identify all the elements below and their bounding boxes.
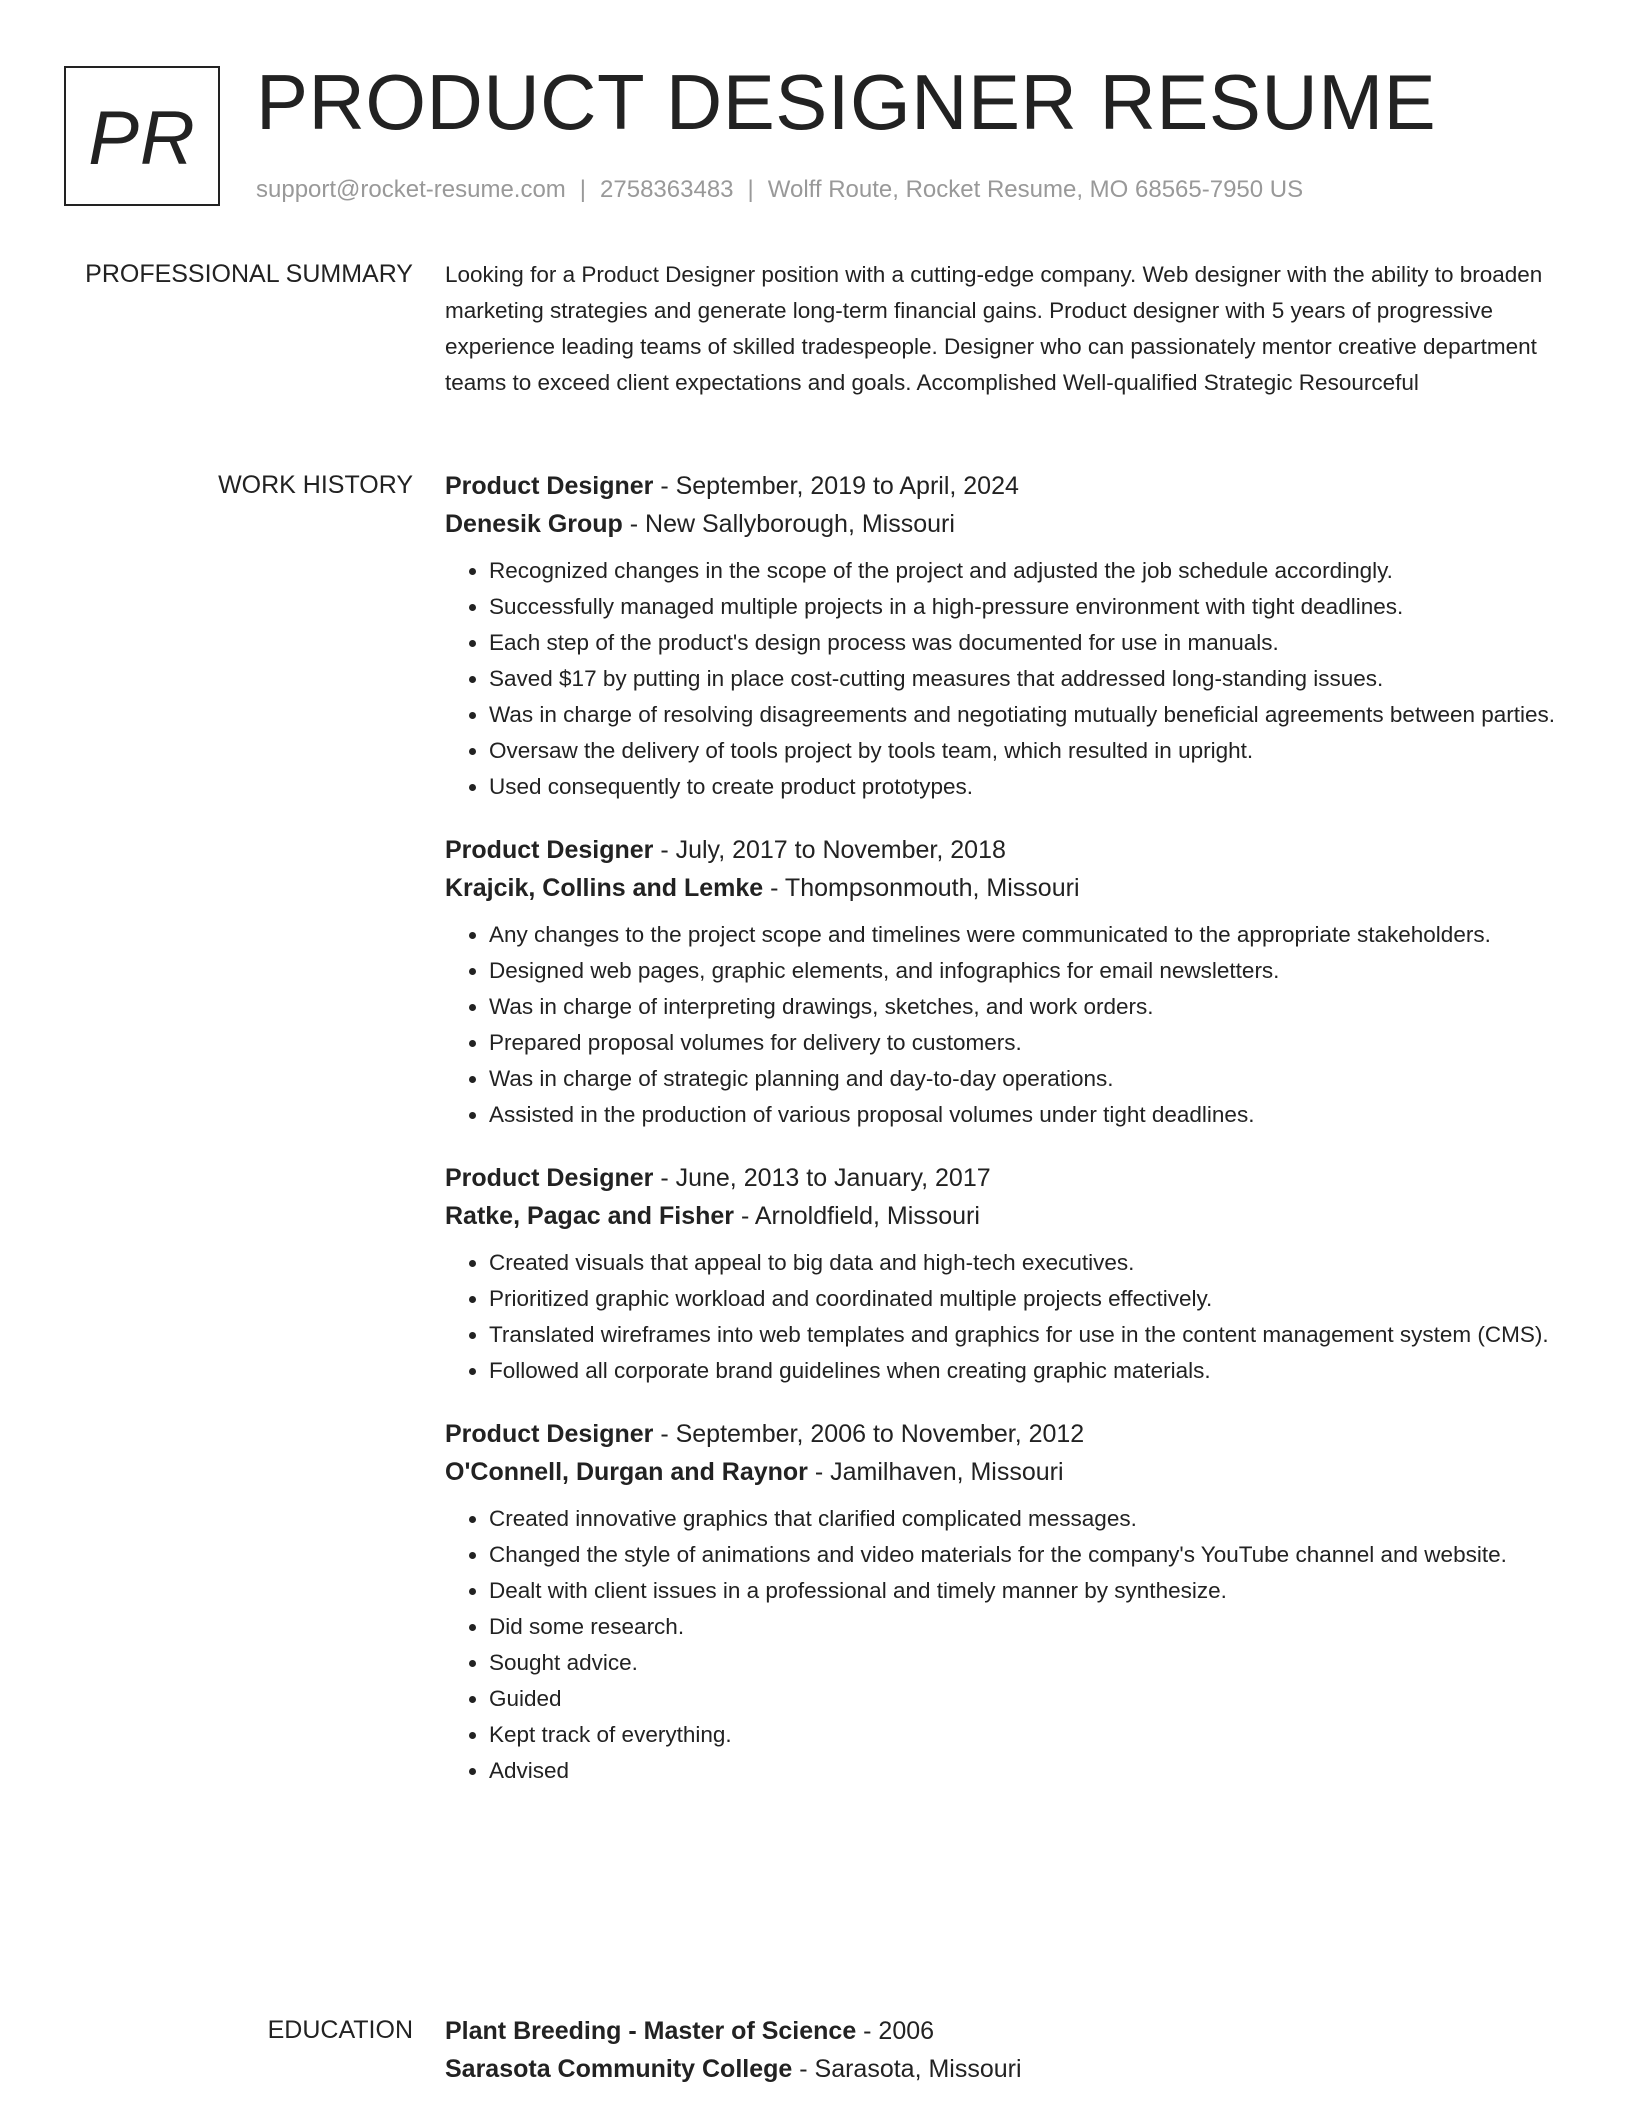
job-location: - Jamilhaven, Missouri — [807, 1458, 1064, 1486]
job-bullet: • Recognized changes in the scope of the project and adjusted the job schedule accordingly. — [489, 553, 1565, 589]
job-bullet: • Followed all corporate brand guidelines when creating graphic materials. — [489, 1353, 1565, 1389]
job-entry — [445, 467, 1565, 805]
education-body — [445, 2012, 1565, 2088]
job-bullet: • Oversaw the delivery of tools project by tools team, which resulted in upright. — [489, 733, 1565, 769]
job-title: Product Designer — [445, 1164, 654, 1192]
job-bullets — [445, 917, 1565, 1133]
job-title: Product Designer — [445, 1420, 654, 1448]
job-title-line — [445, 831, 1565, 869]
job-bullet: • Was in charge of strategic planning and day-to-day operations. — [489, 1061, 1565, 1097]
job-bullet: • Translated wireframes into web templates and graphics for use in the content management system (CMS). — [489, 1317, 1565, 1353]
job-bullets — [445, 1245, 1565, 1389]
job-title: Product Designer — [445, 472, 654, 500]
job-location: - Thompsonmouth, Missouri — [763, 874, 1080, 902]
job-bullet: • Assisted in the production of various proposal volumes under tight deadlines. — [489, 1097, 1565, 1133]
job-entry — [445, 1415, 1565, 1789]
education-location: - Sarasota, Missouri — [792, 2055, 1022, 2083]
section-label-summary: PROFESSIONAL SUMMARY — [85, 260, 413, 288]
job-entry — [445, 831, 1565, 1133]
job-bullet: • Was in charge of interpreting drawings, sketches, and work orders. — [489, 989, 1565, 1025]
job-bullet: • Saved $17 by putting in place cost-cutting measures that addressed long-standing issues. — [489, 661, 1565, 697]
job-company: Denesik Group — [445, 510, 623, 538]
job-bullet: • Advised — [489, 1753, 1565, 1789]
resume-title: PRODUCT DESIGNER RESUME — [256, 58, 1437, 146]
job-dates: - June, 2013 to January, 2017 — [653, 1164, 991, 1192]
job-company-line — [445, 1453, 1565, 1491]
job-company: O'Connell, Durgan and Raynor — [445, 1458, 808, 1486]
job-bullet: • Did some research. — [489, 1609, 1565, 1645]
work-history-body — [445, 467, 1565, 1815]
job-bullet: • Designed web pages, graphic elements, and infographics for email newsletters. — [489, 953, 1565, 989]
job-bullet: • Was in charge of resolving disagreements and negotiating mutually beneficial agreements between parties. — [489, 697, 1565, 733]
education-degree: Plant Breeding - Master of Science — [445, 2017, 857, 2045]
job-bullet: • Kept track of everything. — [489, 1717, 1565, 1753]
job-dates: - September, 2006 to November, 2012 — [653, 1420, 1085, 1448]
job-location: - New Sallyborough, Missouri — [622, 510, 955, 538]
summary-text: Looking for a Product Designer position with a cutting-edge company. Web designer with the ability to broaden marketing strategies and generate long-term financial gains. Product designer with 5 years of progressive experience leading teams of skilled tradespeople. Designer who can passionately mentor creative department teams to exceed client expectations and goals. Accomplished Well-qualified Strategic Resourceful — [445, 262, 1543, 395]
job-bullet: • Created visuals that appeal to big data and high-tech executives. — [489, 1245, 1565, 1281]
job-company: Ratke, Pagac and Fisher — [445, 1202, 735, 1230]
section-label-work-history: WORK HISTORY — [218, 471, 413, 499]
education-school-line — [445, 2050, 1565, 2088]
contact-email[interactable]: support@rocket-resume.com — [256, 176, 566, 203]
job-bullet: • Each step of the product's design process was documented for use in manuals. — [489, 625, 1565, 661]
contact-phone[interactable]: 2758363483 — [600, 176, 734, 203]
job-bullets — [445, 553, 1565, 805]
contact-separator: | — [747, 176, 754, 203]
education-year: - 2006 — [856, 2017, 935, 2045]
job-location: - Arnoldfield, Missouri — [734, 1202, 980, 1230]
job-title-line — [445, 1159, 1565, 1197]
job-bullet: • Used consequently to create product prototypes. — [489, 769, 1565, 805]
job-company: Krajcik, Collins and Lemke — [445, 874, 764, 902]
job-title-line — [445, 1415, 1565, 1453]
job-company-line — [445, 869, 1565, 907]
job-bullet: • Created innovative graphics that clarified complicated messages. — [489, 1501, 1565, 1537]
contact-line — [256, 174, 1303, 206]
job-bullet: • Sought advice. — [489, 1645, 1565, 1681]
job-bullet: • Dealt with client issues in a professional and timely manner by synthesize. — [489, 1573, 1565, 1609]
job-title-line — [445, 467, 1565, 505]
monogram-box — [64, 66, 220, 206]
job-bullet: • Changed the style of animations and video materials for the company's YouTube channel and website. — [489, 1537, 1565, 1573]
monogram-initials: PR — [88, 95, 196, 181]
section-label-education: EDUCATION — [267, 2016, 413, 2044]
education-degree-line — [445, 2012, 1565, 2050]
job-company-line — [445, 505, 1565, 543]
job-dates: - July, 2017 to November, 2018 — [653, 836, 1006, 864]
job-bullet: • Any changes to the project scope and timelines were communicated to the appropriate stakeholders. — [489, 917, 1565, 953]
education-school: Sarasota Community College — [445, 2055, 793, 2083]
contact-separator: | — [579, 176, 587, 203]
contact-address: Wolff Route, Rocket Resume, MO 68565-7950 US — [767, 176, 1304, 203]
job-bullet: • Prioritized graphic workload and coordinated multiple projects effectively. — [489, 1281, 1565, 1317]
job-entry — [445, 1159, 1565, 1389]
summary-body — [445, 257, 1565, 401]
job-bullets — [445, 1501, 1565, 1789]
job-bullet: • Prepared proposal volumes for delivery to customers. — [489, 1025, 1565, 1061]
job-title: Product Designer — [445, 836, 654, 864]
job-company-line — [445, 1197, 1565, 1235]
job-bullet: • Guided — [489, 1681, 1565, 1717]
job-bullet: • Successfully managed multiple projects in a high-pressure environment with tight deadlines. — [489, 589, 1565, 625]
job-dates: - September, 2019 to April, 2024 — [653, 472, 1019, 500]
